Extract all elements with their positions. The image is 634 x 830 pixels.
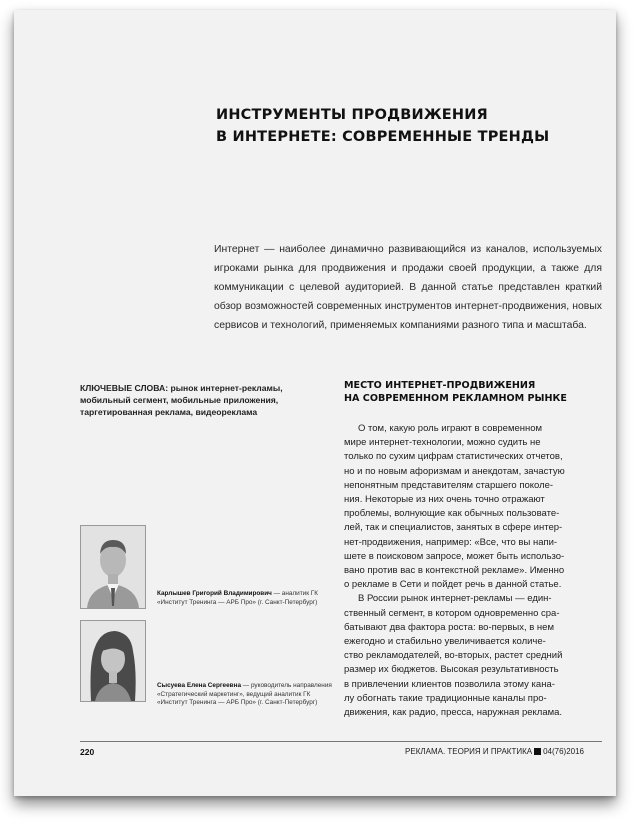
body-line: движения, как радио, пресса, наружная реклама. [344,707,563,719]
author-name: Карлышев Григорий Владимирович [157,590,272,597]
journal-page [14,10,616,796]
section-heading-line: НА СОВРЕМЕННОМ РЕКЛАМНОМ РЫНКЕ [344,392,567,404]
body-line: ния. Некоторые из них очень точно отражают [344,494,545,506]
section-heading-line: МЕСТО ИНТЕРНЕТ-ПРОДВИЖЕНИЯ [344,380,536,391]
body-line: О том, какую роль играют в современном [358,423,543,434]
square-bullet-icon [534,748,541,755]
article-abstract: Интернет — наиболее динамично развивающийся из каналов, используемых игроками рынка для продвижения и продажи своей продукции, а также для коммуникации с целевой аудиторией. В данной статье представлен краткий обзор возможностей современных инструментов интернет-продвижения, новых сервисов и технологий, применяемых компаниями разного типа и масштаба. [214,244,602,331]
body-line: в привлечении клиентов позволила этому кана- [344,678,555,690]
author-caption [157,682,335,708]
body-line: о рекламе в Сети и пойдет речь в данной статье. [344,579,562,591]
author-caption [157,590,335,607]
page-number: 220 [80,747,95,757]
woman-portrait-icon [81,621,145,701]
body-line: В России рынок интернет-рекламы — един- [358,593,552,605]
journal-issue: 04(76)2016 [543,747,584,756]
keywords: КЛЮЧЕВЫЕ СЛОВА: рынок интернет-рекламы, мобильный сегмент, мобильные приложения, таргетированная реклама, видеореклама [80,383,283,417]
author-name: Сысуева Елена Сергеевна [157,682,241,689]
article-title-line: В ИНТЕРНЕТЕ: СОВРЕМЕННЫЕ ТРЕНДЫ [216,129,550,145]
body-line: батывают два фактора роста: во-первых, в нем [344,621,554,633]
body-line: ство рекламодателей, во-вторых, растет средний [344,650,563,662]
body-line: шете в поисковом запросе, может быть использо- [344,550,565,562]
journal-footer [405,747,584,756]
article-title [216,104,596,148]
body-line: но и по новым афоризмам и анекдотам, зачастую [344,465,565,477]
journal-name: РЕКЛАМА. ТЕОРИЯ И ПРАКТИКА [405,747,533,756]
body-line: только по сухим цифрам статистических отчетов, [344,451,563,463]
body-line: проблемы, волнующие как обычных пользовате- [344,508,560,520]
body-line: лу обогнать такие традиционные каналы про- [344,692,547,704]
author-photo-woman [80,620,146,702]
man-portrait-icon [81,526,145,608]
author-description: — аналитик ГК «Институт Тренинга — АРБ Про» (г. Санкт-Петербург) [157,590,318,606]
body-line: лей, так и специалистов, занятых в сфере интер- [344,522,563,534]
section-body [344,422,602,720]
body-line: мире интернет-технологии, можно судить не [344,437,541,449]
author-photo-man [80,525,146,609]
body-line: непонятным представителям старшего поколе- [344,479,554,491]
body-line: размер их бюджетов. Высокая результативность [344,664,559,676]
body-line: вано против вас в контекстной рекламе». Именно [344,565,565,577]
body-line: нет-продвижения, например: «Все, что вы напи- [344,536,558,548]
section-heading [344,380,606,405]
footer-divider [80,741,602,742]
article-title-line: ИНСТРУМЕНТЫ ПРОДВИЖЕНИЯ [216,107,488,123]
body-line: ежегодно и стабильно увеличивается количе- [344,636,546,648]
body-line: ственный сегмент, в котором одновременно сра- [344,607,560,619]
author-description: — руководитель направления «Стратегический маркетинг», ведущий аналитик ГК «Институт Тренинга — АРБ Про» (г. Санкт-Петербург) [157,682,332,707]
